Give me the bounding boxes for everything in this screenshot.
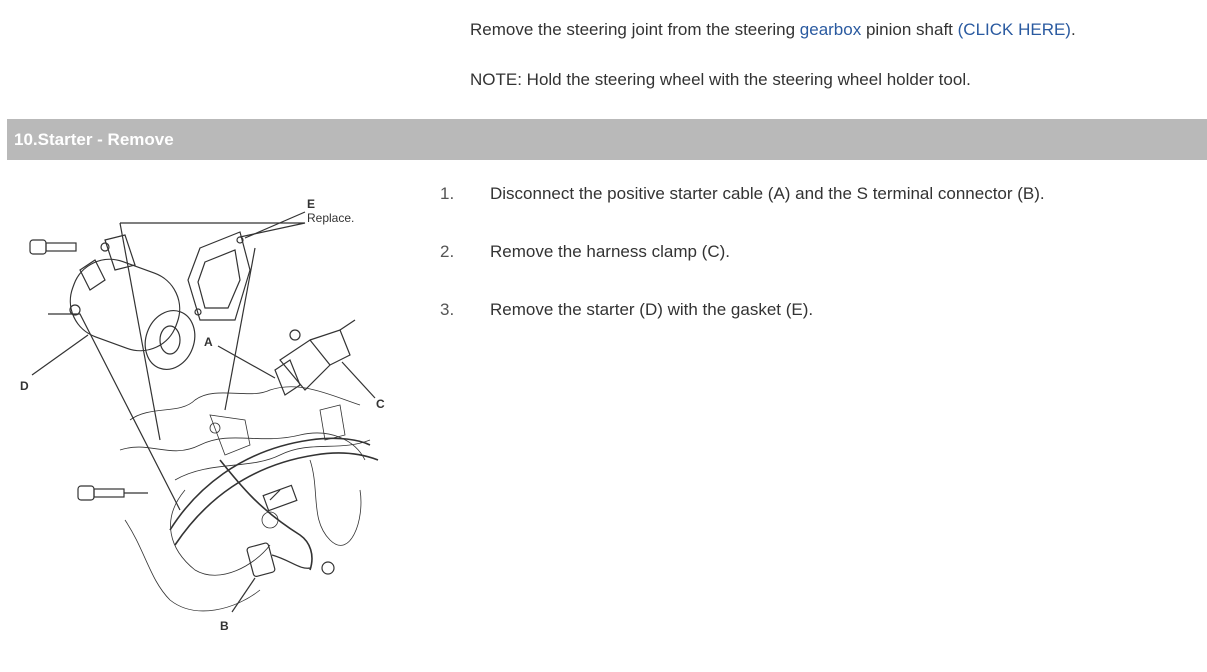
diagram-label-e: E — [307, 197, 316, 211]
engine-block — [120, 387, 370, 611]
step-item — [440, 184, 1180, 242]
intro-text-middle: pinion shaft — [861, 20, 958, 39]
bolt-top-left — [30, 240, 109, 254]
diagram-frame-right — [225, 248, 255, 410]
gasket — [188, 232, 250, 320]
starter-diagram — [10, 190, 400, 640]
diagram-frame-top — [120, 223, 305, 237]
step-text: Remove the starter (D) with the gasket (E). — [490, 300, 814, 319]
diagram-frame-left — [120, 223, 160, 440]
diagram-label-b: B — [220, 619, 229, 633]
intro-instruction — [470, 18, 1076, 42]
starter-cable — [170, 438, 378, 570]
diagram-label-c: C — [376, 397, 385, 411]
intro-text — [470, 18, 1076, 118]
intro-text-end: . — [1070, 20, 1076, 39]
section-header — [7, 119, 1207, 160]
step-text: Remove the harness clamp (C). — [490, 242, 730, 261]
leader-line-b — [232, 578, 255, 612]
leader-line-c — [342, 362, 375, 398]
step-number: 3. — [440, 300, 455, 319]
diagram-label-d: D — [20, 379, 29, 393]
terminal-clamp — [275, 320, 355, 395]
starter-body — [60, 235, 203, 376]
diagram-label-a: A — [204, 335, 213, 349]
step-number: 1. — [440, 184, 455, 203]
gearbox-link[interactable]: gearbox — [799, 20, 862, 39]
intro-note: NOTE: Hold the steering wheel with the steering wheel holder tool. — [470, 70, 971, 89]
leader-line-d — [32, 335, 88, 375]
step-text: Disconnect the positive starter cable (A) and the S terminal connector (B). — [490, 184, 1045, 203]
steps-list — [440, 184, 1180, 358]
step-number: 2. — [440, 242, 455, 261]
bolt-lower-left — [78, 486, 148, 500]
section-title: 10.Starter - Remove — [14, 129, 174, 149]
step-item — [440, 300, 1180, 358]
intro-text-before: Remove the steering joint from the steering — [470, 20, 800, 39]
click-here-link[interactable]: (CLICK HERE) — [957, 20, 1071, 39]
leader-line-a — [218, 346, 275, 378]
s-terminal-connector — [246, 485, 334, 577]
diagram-label-replace: Replace. — [307, 211, 355, 225]
step-item — [440, 242, 1180, 300]
